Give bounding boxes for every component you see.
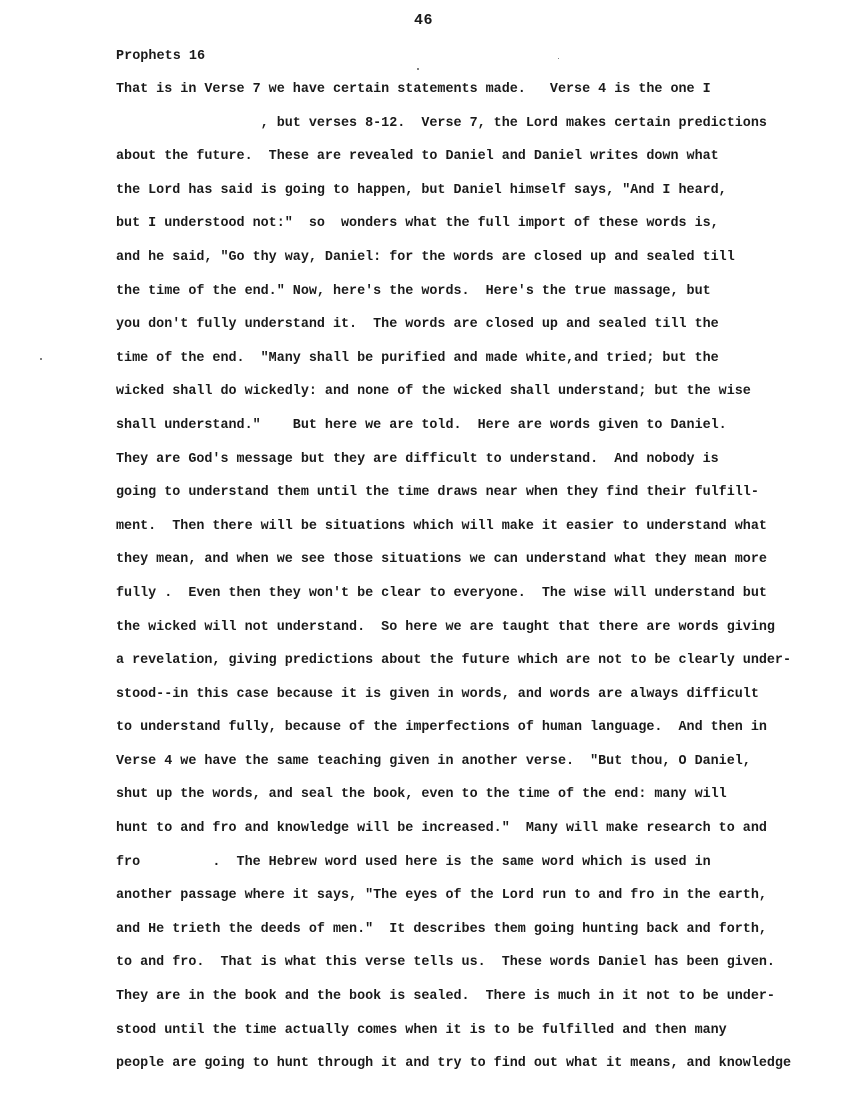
text-line: fully . Even then they won't be clear to everyone. The wise will understand but	[116, 585, 767, 601]
scan-speck	[40, 358, 42, 360]
text-line: stood until the time actually comes when it is to be fulfilled and then many	[116, 1022, 727, 1038]
text-line: That is in Verse 7 we have certain statements made. Verse 4 is the one I	[116, 82, 711, 97]
text-line: the time of the end." Now, here's the words. Here's the true massage, but	[116, 283, 711, 299]
text-line: stood--in this case because it is given in words, and words are always difficult	[116, 686, 759, 702]
text-line: the wicked will not understand. So here we are taught that there are words giving	[116, 619, 775, 635]
text-line: about the future. These are revealed to Daniel and Daniel writes down what	[116, 149, 719, 165]
text-line: wicked shall do wickedly: and none of the wicked shall understand; but the wise	[116, 384, 751, 400]
text-line: time of the end. "Many shall be purified and made white,and tried; but the	[116, 350, 719, 366]
text-line: another passage where it says, "The eyes of the Lord run to and fro in the earth,	[116, 888, 767, 904]
text-line: and He trieth the deeds of men." It describes them going hunting back and forth,	[116, 921, 767, 937]
text-line: people are going to hunt through it and try to find out what it means, and knowledge	[116, 1056, 791, 1072]
text-line: and he said, "Go thy way, Daniel: for the words are closed up and sealed till	[116, 249, 735, 265]
text-line: shall understand." But here we are told. Here are words given to Daniel.	[116, 417, 727, 433]
text-line: the Lord has said is going to happen, but Daniel himself says, "And I heard,	[116, 182, 727, 198]
text-line: They are God's message but they are difficult to understand. And nobody is	[116, 451, 719, 467]
scan-speck	[417, 68, 419, 70]
text-line: They are in the book and the book is sealed. There is much in it not to be under-	[116, 989, 775, 1005]
body-text	[116, 80, 836, 1088]
text-line: fro . The Hebrew word used here is the same word which is used in	[116, 854, 711, 870]
text-line: ment. Then there will be situations which will make it easier to understand what	[116, 518, 767, 534]
text-line: hunt to and fro and knowledge will be increased." Many will make research to and	[116, 821, 767, 837]
scan-speck	[558, 58, 559, 59]
text-line: to understand fully, because of the imperfections of human language. And then in	[116, 720, 767, 736]
text-line: you don't fully understand it. The words are closed up and sealed till the	[116, 317, 719, 333]
text-line: shut up the words, and seal the book, even to the time of the end: many will	[116, 787, 727, 803]
text-line: Verse 4 we have the same teaching given in another verse. "But thou, O Daniel,	[116, 753, 751, 769]
text-line: they mean, and when we see those situations we can understand what they mean more	[116, 552, 767, 568]
text-line: a revelation, giving predictions about the future which are not to be clearly under-	[116, 653, 791, 669]
page-header: Prophets 16	[116, 49, 206, 64]
page-number: 46	[413, 12, 433, 29]
text-line: but I understood not:" so wonders what the full import of these words is,	[116, 216, 719, 232]
text-line: going to understand them until the time draws near when they find their fulfill-	[116, 485, 759, 501]
text-line: , but verses 8-12. Verse 7, the Lord makes certain predictions	[116, 115, 767, 131]
text-line: to and fro. That is what this verse tells us. These words Daniel has been given.	[116, 955, 775, 971]
